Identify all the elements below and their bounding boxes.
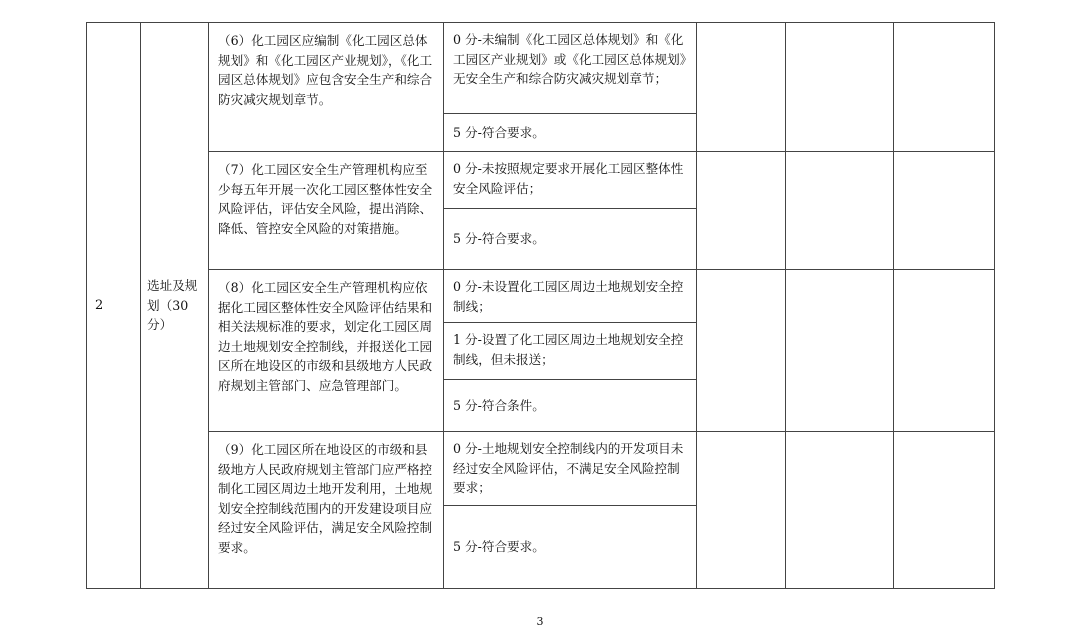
blank-cell [894, 152, 995, 270]
blank-cell [697, 23, 786, 152]
blank-cell [894, 23, 995, 152]
requirement-8: （8）化工园区安全生产管理机构应依据化工园区整体性安全风险评估结果和相关法规标准的要求，划定化工园区周边土地规划安全控制线，并报送化工园区所在地设区的市级和县级地方人民政府规划主管部门、应急管理部门。 [209, 270, 444, 432]
row-number: 2 [87, 23, 141, 589]
score-9-0: 0 分-土地规划安全控制线内的开发项目未经过安全风险评估，不满足安全风险控制要求； [444, 432, 697, 506]
blank-cell [894, 432, 995, 589]
score-7-0: 0 分-未按照规定要求开展化工园区整体性安全风险评估； [444, 152, 697, 209]
category-label: 选址及规划（30分） [141, 23, 209, 589]
blank-cell [894, 270, 995, 432]
requirement-7: （7）化工园区安全生产管理机构应至少每五年开展一次化工园区整体性安全风险评估，评估安全风险，提出消除、降低、管控安全风险的对策措施。 [209, 152, 444, 270]
blank-cell [697, 270, 786, 432]
score-6-1: 5 分-符合要求。 [444, 114, 697, 152]
requirement-6: （6）化工园区应编制《化工园区总体规划》和《化工园区产业规划》，《化工园区总体规划》应包含安全生产和综合防灾减灾规划章节。 [209, 23, 444, 152]
score-7-1: 5 分-符合要求。 [444, 209, 697, 270]
page-number: 3 [536, 615, 544, 628]
blank-cell [697, 432, 786, 589]
score-8-0: 0 分-未设置化工园区周边土地规划安全控制线； [444, 270, 697, 323]
score-9-1: 5 分-符合要求。 [444, 506, 697, 589]
blank-cell [786, 152, 894, 270]
scoring-table [86, 22, 995, 589]
requirement-9: （9）化工园区所在地设区的市级和县级地方人民政府规划主管部门应严格控制化工园区周边土地开发利用，土地规划安全控制线范围内的开发建设项目应经过安全风险评估，满足安全风险控制要求。 [209, 432, 444, 589]
blank-cell [786, 270, 894, 432]
blank-cell [786, 23, 894, 152]
blank-cell [786, 432, 894, 589]
blank-cell [697, 152, 786, 270]
score-6-0: 0 分-未编制《化工园区总体规划》和《化工园区产业规划》或《化工园区总体规划》无安全生产和综合防灾减灾规划章节； [444, 23, 697, 114]
score-8-2: 5 分-符合条件。 [444, 380, 697, 432]
score-8-1: 1 分-设置了化工园区周边土地规划安全控制线，但未报送； [444, 323, 697, 380]
